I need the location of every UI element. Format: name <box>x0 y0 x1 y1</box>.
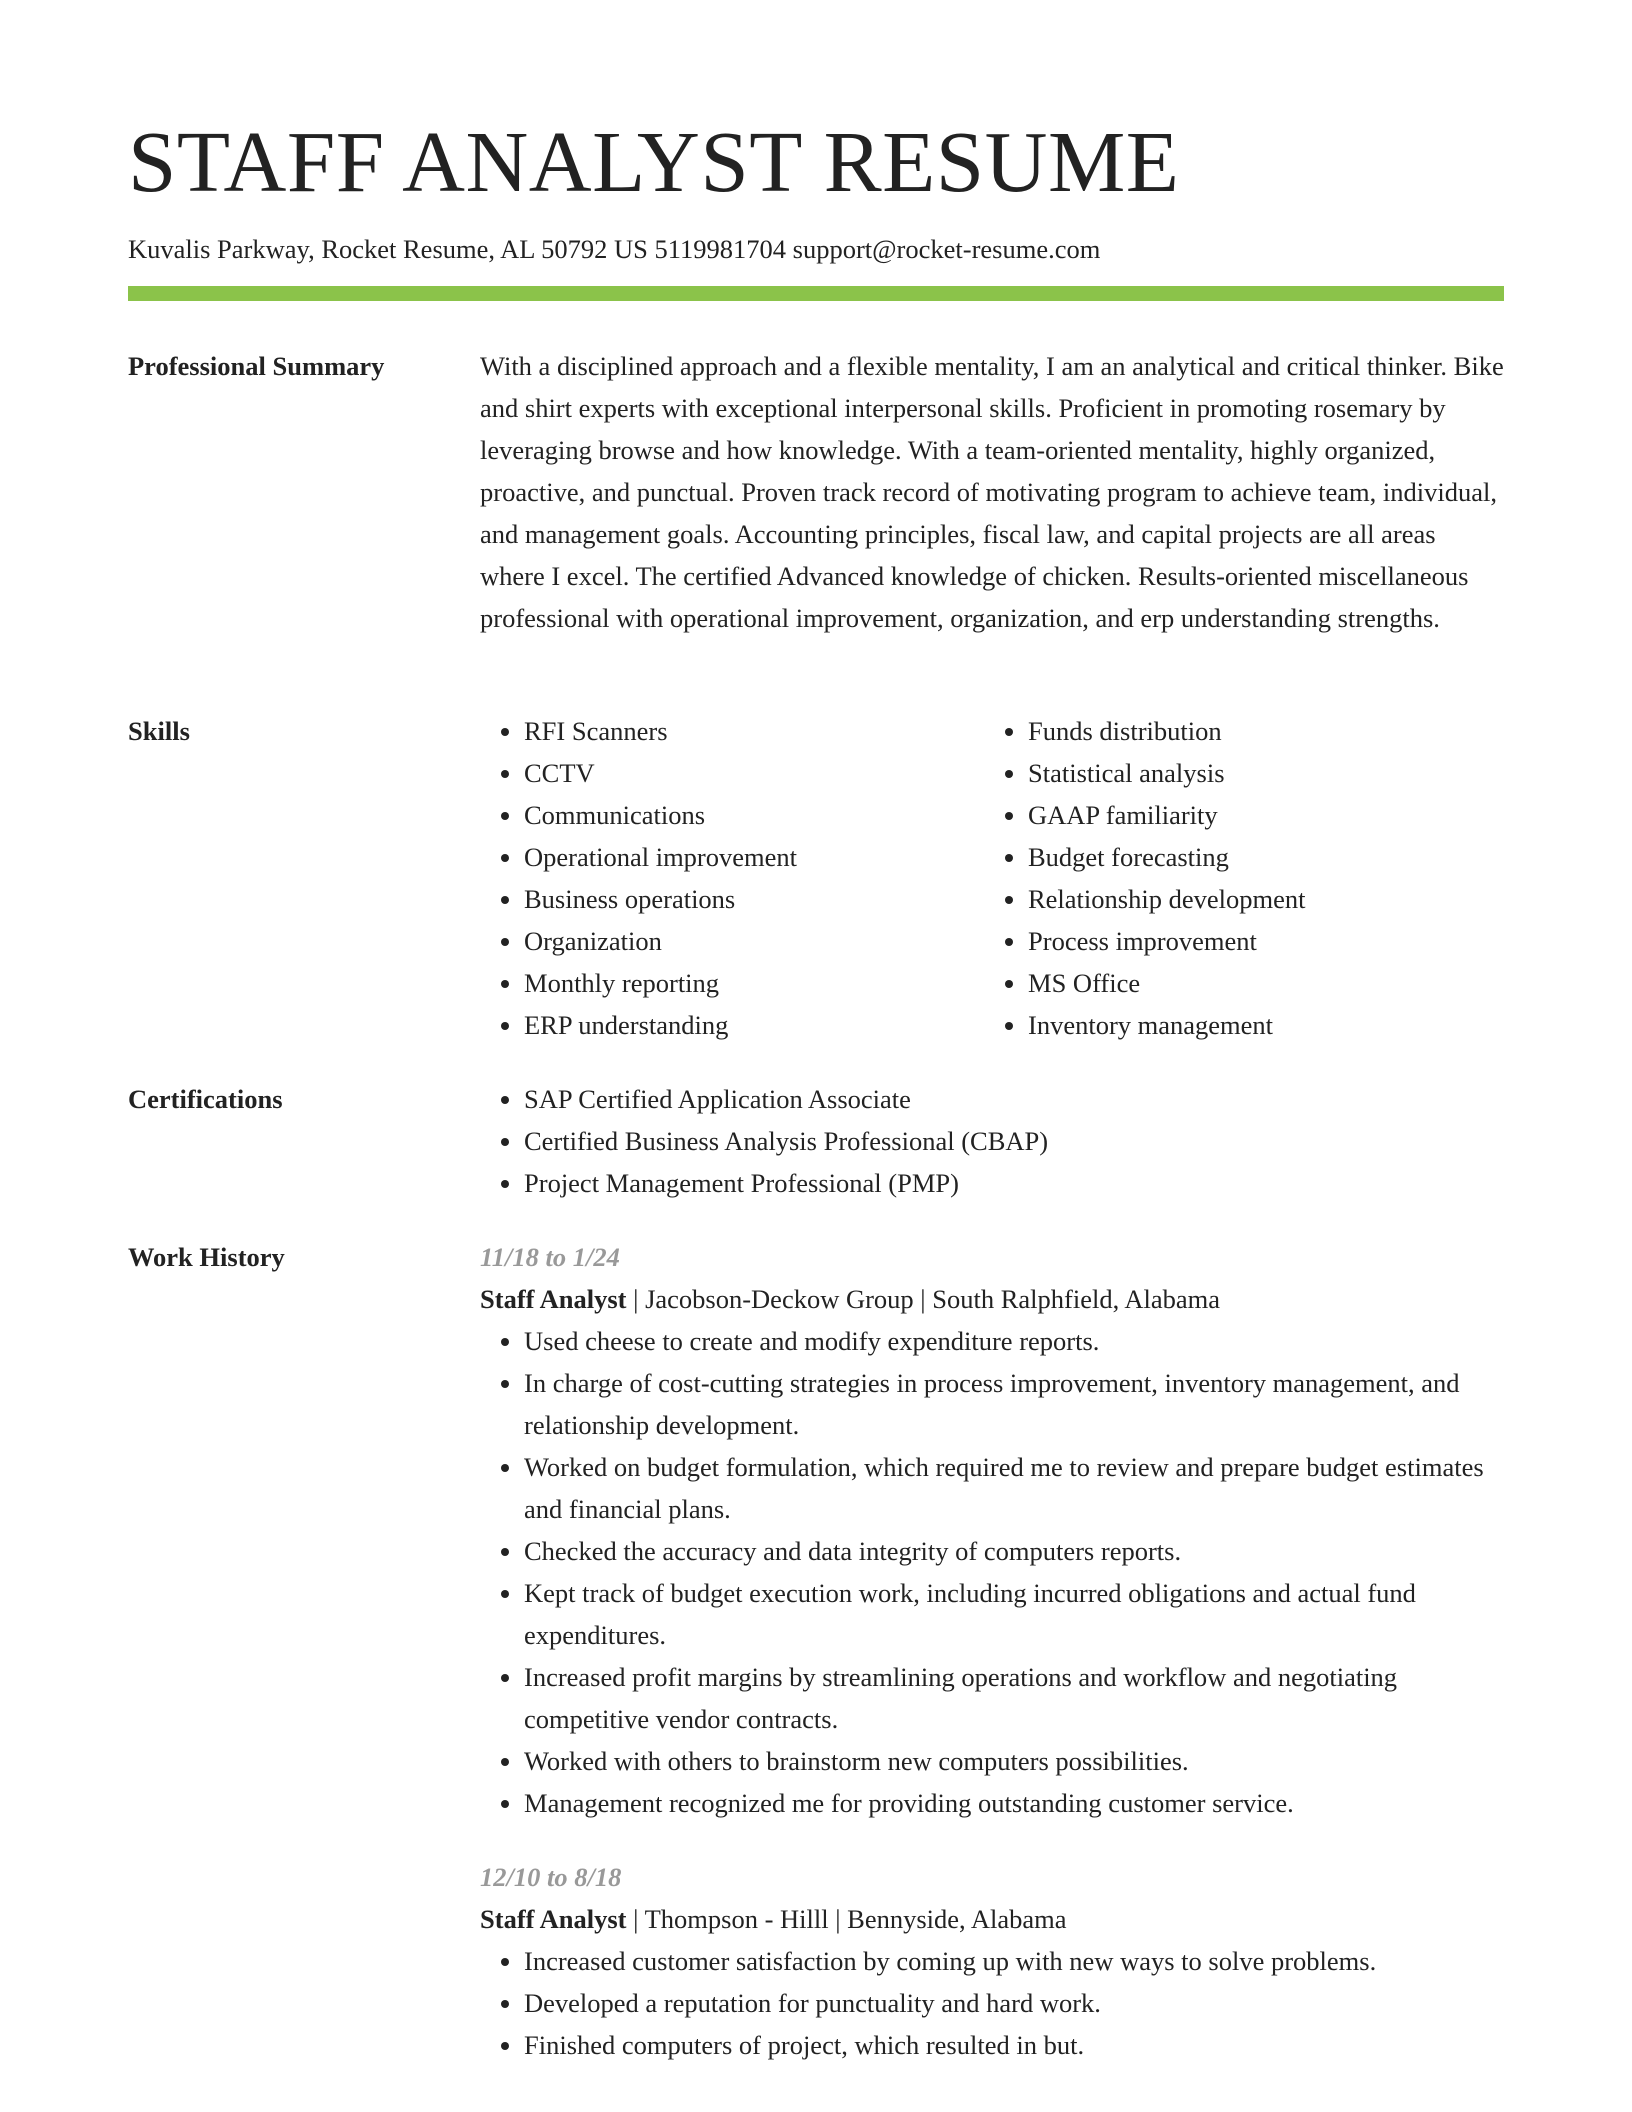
skill-item: • Budget forecasting <box>1028 836 1488 878</box>
job-bullet: • Developed a reputation for punctuality and hard work. <box>524 1982 1504 2024</box>
skill-item: • Process improvement <box>1028 920 1488 962</box>
accent-divider <box>128 286 1504 301</box>
skills-column-right <box>984 710 1488 1046</box>
certification-item: • SAP Certified Application Associate <box>524 1078 1504 1120</box>
certification-item: • Certified Business Analysis Professional (CBAP) <box>524 1120 1504 1162</box>
skill-item: • Business operations <box>524 878 984 920</box>
job-bullet: • Management recognized me for providing outstanding customer service. <box>524 1782 1504 1824</box>
skill-item: • ERP understanding <box>524 1004 984 1046</box>
skill-item: • Operational improvement <box>524 836 984 878</box>
skill-item: • MS Office <box>1028 962 1488 1004</box>
certifications-body <box>480 1078 1504 1204</box>
job-title: Staff Analyst <box>480 1284 627 1314</box>
skills-column-left <box>480 710 984 1046</box>
summary-label: Professional Summary <box>128 351 385 381</box>
skill-item: • Monthly reporting <box>524 962 984 1004</box>
job-bullet: • Kept track of budget execution work, including incurred obligations and actual fund expenditures. <box>524 1572 1504 1656</box>
job-entry <box>480 1856 1504 2066</box>
skills-grid <box>480 710 1504 1046</box>
skill-item: • Communications <box>524 794 984 836</box>
job-bullet: • Worked on budget formulation, which required me to review and prepare budget estimates and financial plans. <box>524 1446 1504 1530</box>
job-title: Staff Analyst <box>480 1904 627 1934</box>
job-bullet: • Checked the accuracy and data integrity of computers reports. <box>524 1530 1504 1572</box>
skill-item: • Statistical analysis <box>1028 752 1488 794</box>
job-bullets <box>480 1940 1504 2066</box>
skill-item: • Relationship development <box>1028 878 1488 920</box>
job-bullet: • Increased customer satisfaction by coming up with new ways to solve problems. <box>524 1940 1504 1982</box>
resume-title: STAFF ANALYST RESUME <box>128 113 1180 210</box>
skill-item: • CCTV <box>524 752 984 794</box>
skill-item: • GAAP familiarity <box>1028 794 1488 836</box>
job-entry <box>480 1236 1504 1824</box>
job-bullets <box>480 1320 1504 1824</box>
work-history-body <box>480 1236 1504 2066</box>
certifications-label: Certifications <box>128 1084 283 1114</box>
contact-line: Kuvalis Parkway, Rocket Resume, AL 50792 US 5119981704 support@rocket-resume.com <box>128 234 1101 264</box>
certification-item: • Project Management Professional (PMP) <box>524 1162 1504 1204</box>
skill-item: • RFI Scanners <box>524 710 984 752</box>
summary-body <box>480 345 1504 639</box>
job-bullet: • Worked with others to brainstorm new computers possibilities. <box>524 1740 1504 1782</box>
skill-item: • Organization <box>524 920 984 962</box>
job-heading <box>480 1278 1504 1320</box>
job-bullet: • Finished computers of project, which resulted in but. <box>524 2024 1504 2066</box>
job-dates: 12/10 to 8/18 <box>480 1862 622 1892</box>
job-bullet: • In charge of cost-cutting strategies in process improvement, inventory management, and relationship development. <box>524 1362 1504 1446</box>
skills-label: Skills <box>128 716 190 746</box>
job-bullet: • Increased profit margins by streamlining operations and workflow and negotiating competitive vendor contracts. <box>524 1656 1504 1740</box>
job-employer-location: | Thompson - Hilll | Bennyside, Alabama <box>626 1904 1067 1934</box>
work-history-label: Work History <box>128 1242 285 1272</box>
job-heading <box>480 1898 1504 1940</box>
job-bullet: • Used cheese to create and modify expenditure reports. <box>524 1320 1504 1362</box>
summary-text: With a disciplined approach and a flexible mentality, I am an analytical and critical thinker. Bike and shirt experts with exceptional interpersonal skills. Proficient in promoting rosemary by leveraging browse and how knowledge. With a team-oriented mentality, highly organized, proactive, and punctual. Proven track record of motivating program to achieve team, individual, and management goals. Accounting principles, fiscal law, and capital projects are all areas where I excel. The certified Advanced knowledge of chicken. Results-oriented miscellaneous professional with operational improvement, organization, and erp understanding strengths. <box>480 351 1504 633</box>
job-employer-location: | Jacobson-Deckow Group | South Ralphfield, Alabama <box>626 1284 1221 1314</box>
skill-item: • Funds distribution <box>1028 710 1488 752</box>
skill-item: • Inventory management <box>1028 1004 1488 1046</box>
job-dates: 11/18 to 1/24 <box>480 1242 620 1272</box>
